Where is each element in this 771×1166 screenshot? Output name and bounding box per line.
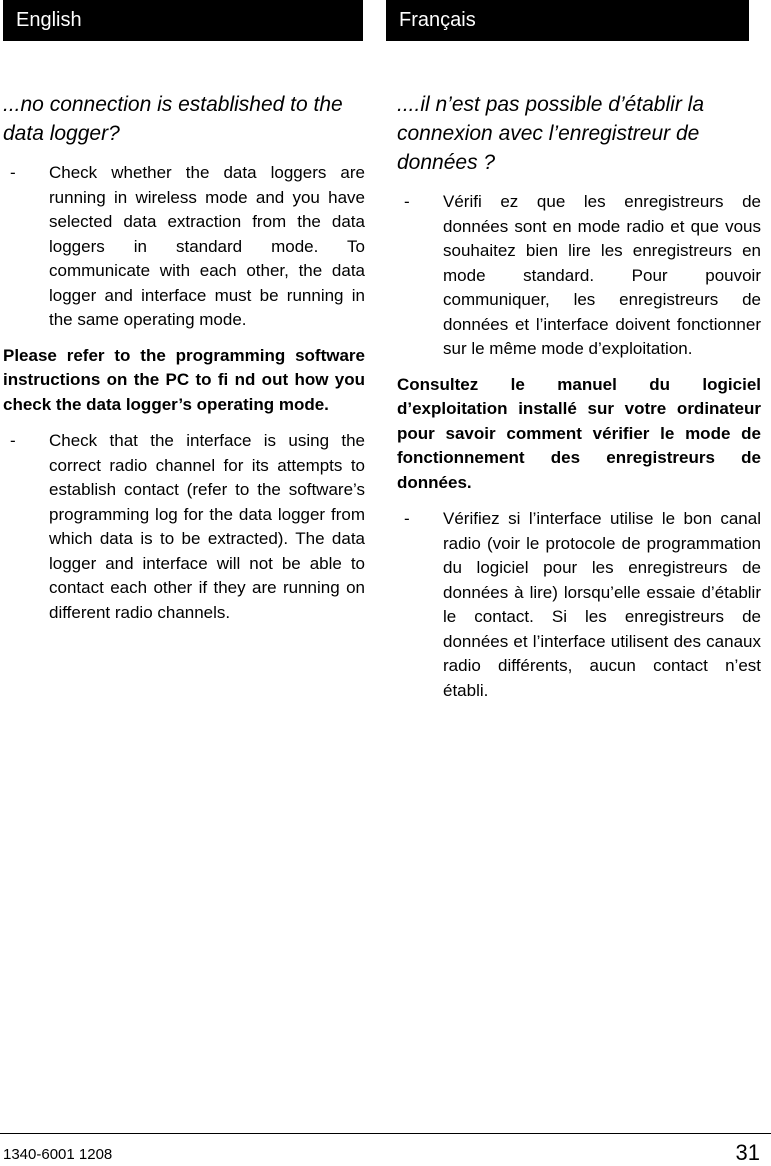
- english-column: [3, 90, 365, 636]
- footer-divider: [0, 1133, 771, 1134]
- english-bullet-2: Check that the interface is using the correct radio channel for its attempts to establish contact (refer to the software’s programming log for the data logger from which data is to be extracted). The data logger and interface will not be able to contact each other if they are running on different radio channels.: [49, 431, 365, 622]
- tab-english: English: [3, 0, 363, 41]
- bullet-dash: -: [404, 509, 410, 528]
- tab-french: Français: [386, 0, 749, 41]
- bullet-dash: -: [10, 431, 16, 450]
- french-bullet-1: Vérifi ez que les enregistreurs de données sont en mode radio et que vous souhaitez bien lire les enregistreurs en mode standard. Pour pouvoir communiquer, les enregistreurs de données et l’interface doivent fonctionner sur le même mode d’exploitation.: [443, 192, 761, 358]
- list-item: [3, 429, 365, 625]
- english-bullet-1: Check whether the data loggers are running in wireless mode and you have selected data extraction from the data loggers in standard mode. To communicate with each other, the data logger and interface must be running in the same operating mode.: [49, 163, 365, 329]
- list-item: [397, 507, 761, 703]
- document-id: 1340-6001 1208: [3, 1146, 113, 1163]
- french-heading: ....il n’est pas possible d’établir la connexion avec l’enregistreur de données ?: [397, 93, 704, 174]
- french-note: Consultez le manuel du logiciel d’exploitation installé sur votre ordinateur pour savoir comment vérifier le mode de fonctionnement des enregistreurs de données.: [397, 374, 761, 492]
- english-note: Please refer to the programming software instructions on the PC to fi nd out how you check the data logger’s operating mode.: [3, 345, 365, 414]
- french-column: [397, 90, 761, 714]
- list-item: [397, 190, 761, 362]
- french-bullet-2: Vérifiez si l’interface utilise le bon canal radio (voir le protocole de programmation du logiciel pour les enregistreurs de données à lire) lorsqu’elle essaie d’établir le contact. Si les enregistreurs de données et l’interface utilisent des canaux radio différents, aucun contact n’est établi.: [443, 509, 761, 700]
- page-number: 31: [735, 1140, 760, 1165]
- bullet-dash: -: [10, 163, 16, 182]
- english-heading: ...no connection is established to the data logger?: [3, 93, 343, 145]
- list-item: [3, 161, 365, 333]
- bullet-dash: -: [404, 192, 410, 211]
